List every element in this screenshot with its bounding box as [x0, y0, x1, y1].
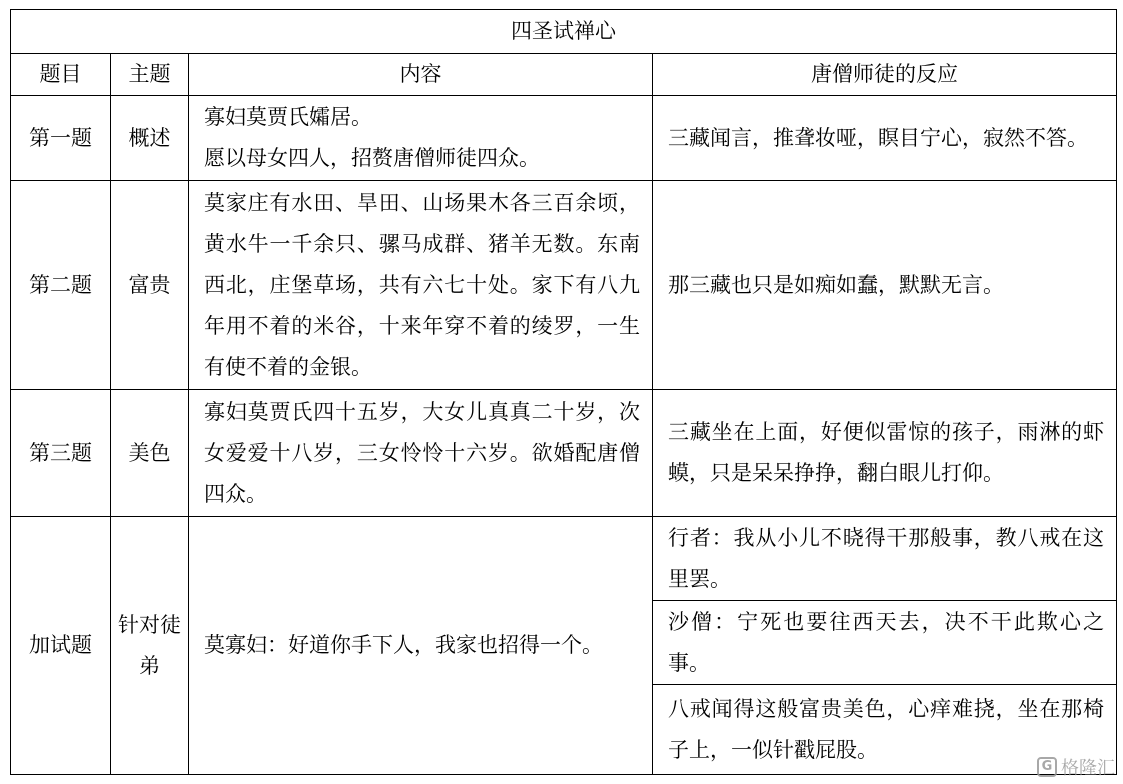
- table-row: [11, 390, 1117, 517]
- round-cell: 第一题: [11, 96, 111, 181]
- watermark-logo-icon: G: [1037, 757, 1057, 777]
- content-cell: [189, 96, 653, 181]
- title-row: [11, 10, 1117, 54]
- theme-cell: 美色: [111, 390, 189, 517]
- four-saints-table: [10, 9, 1117, 775]
- table-row: [11, 517, 1117, 601]
- theme-cell: 针对徒弟: [111, 517, 189, 775]
- content-cell: 莫家庄有水田、旱田、山场果木各三百余顷，黄水牛一千余只、骡马成群、猪羊无数。东南西北，庄堡草场，共有六七十处。家下有八九年用不着的米谷，十来年穿不着的绫罗，一生有使不着的金银。: [189, 181, 653, 390]
- reaction-cell: 八戒闻得这般富贵美色，心痒难挠，坐在那椅子上，一似针戳屁股。: [653, 685, 1117, 775]
- reaction-cell: 三藏闻言，推聋妆哑，瞑目宁心，寂然不答。: [653, 96, 1117, 181]
- header-round: 题目: [11, 54, 111, 96]
- round-cell: 第二题: [11, 181, 111, 390]
- reaction-cell: 行者：我从小儿不晓得干那般事，教八戒在这里罢。: [653, 517, 1117, 601]
- table-row: [11, 181, 1117, 390]
- reaction-cell: 三藏坐在上面，好便似雷惊的孩子，雨淋的虾蟆，只是呆呆挣挣，翻白眼儿打仰。: [653, 390, 1117, 517]
- header-content: 内容: [189, 54, 653, 96]
- theme-cell: 概述: [111, 96, 189, 181]
- watermark-text: 格隆汇: [1061, 758, 1115, 779]
- content-line: 寡妇莫贾氏孀居。: [204, 105, 372, 129]
- watermark: [1037, 754, 1115, 780]
- header-row: [11, 54, 1117, 96]
- header-reaction: 唐僧师徒的反应: [653, 54, 1117, 96]
- round-cell: 第三题: [11, 390, 111, 517]
- reaction-cell: 沙僧：宁死也要往西天去，决不干此欺心之事。: [653, 601, 1117, 685]
- reaction-cell: 那三藏也只是如痴如蠢，默默无言。: [653, 181, 1117, 390]
- table-title: 四圣试禅心: [11, 10, 1117, 54]
- theme-cell: 富贵: [111, 181, 189, 390]
- header-theme: 主题: [111, 54, 189, 96]
- table-row: [11, 96, 1117, 181]
- content-cell: 寡妇莫贾氏四十五岁，大女儿真真二十岁，次女爱爱十八岁，三女怜怜十六岁。欲婚配唐僧四众。: [189, 390, 653, 517]
- content-cell: 莫寡妇：好道你手下人，我家也招得一个。: [189, 517, 653, 775]
- round-cell: 加试题: [11, 517, 111, 775]
- content-line: 愿以母女四人，招赘唐僧师徒四众。: [204, 146, 540, 170]
